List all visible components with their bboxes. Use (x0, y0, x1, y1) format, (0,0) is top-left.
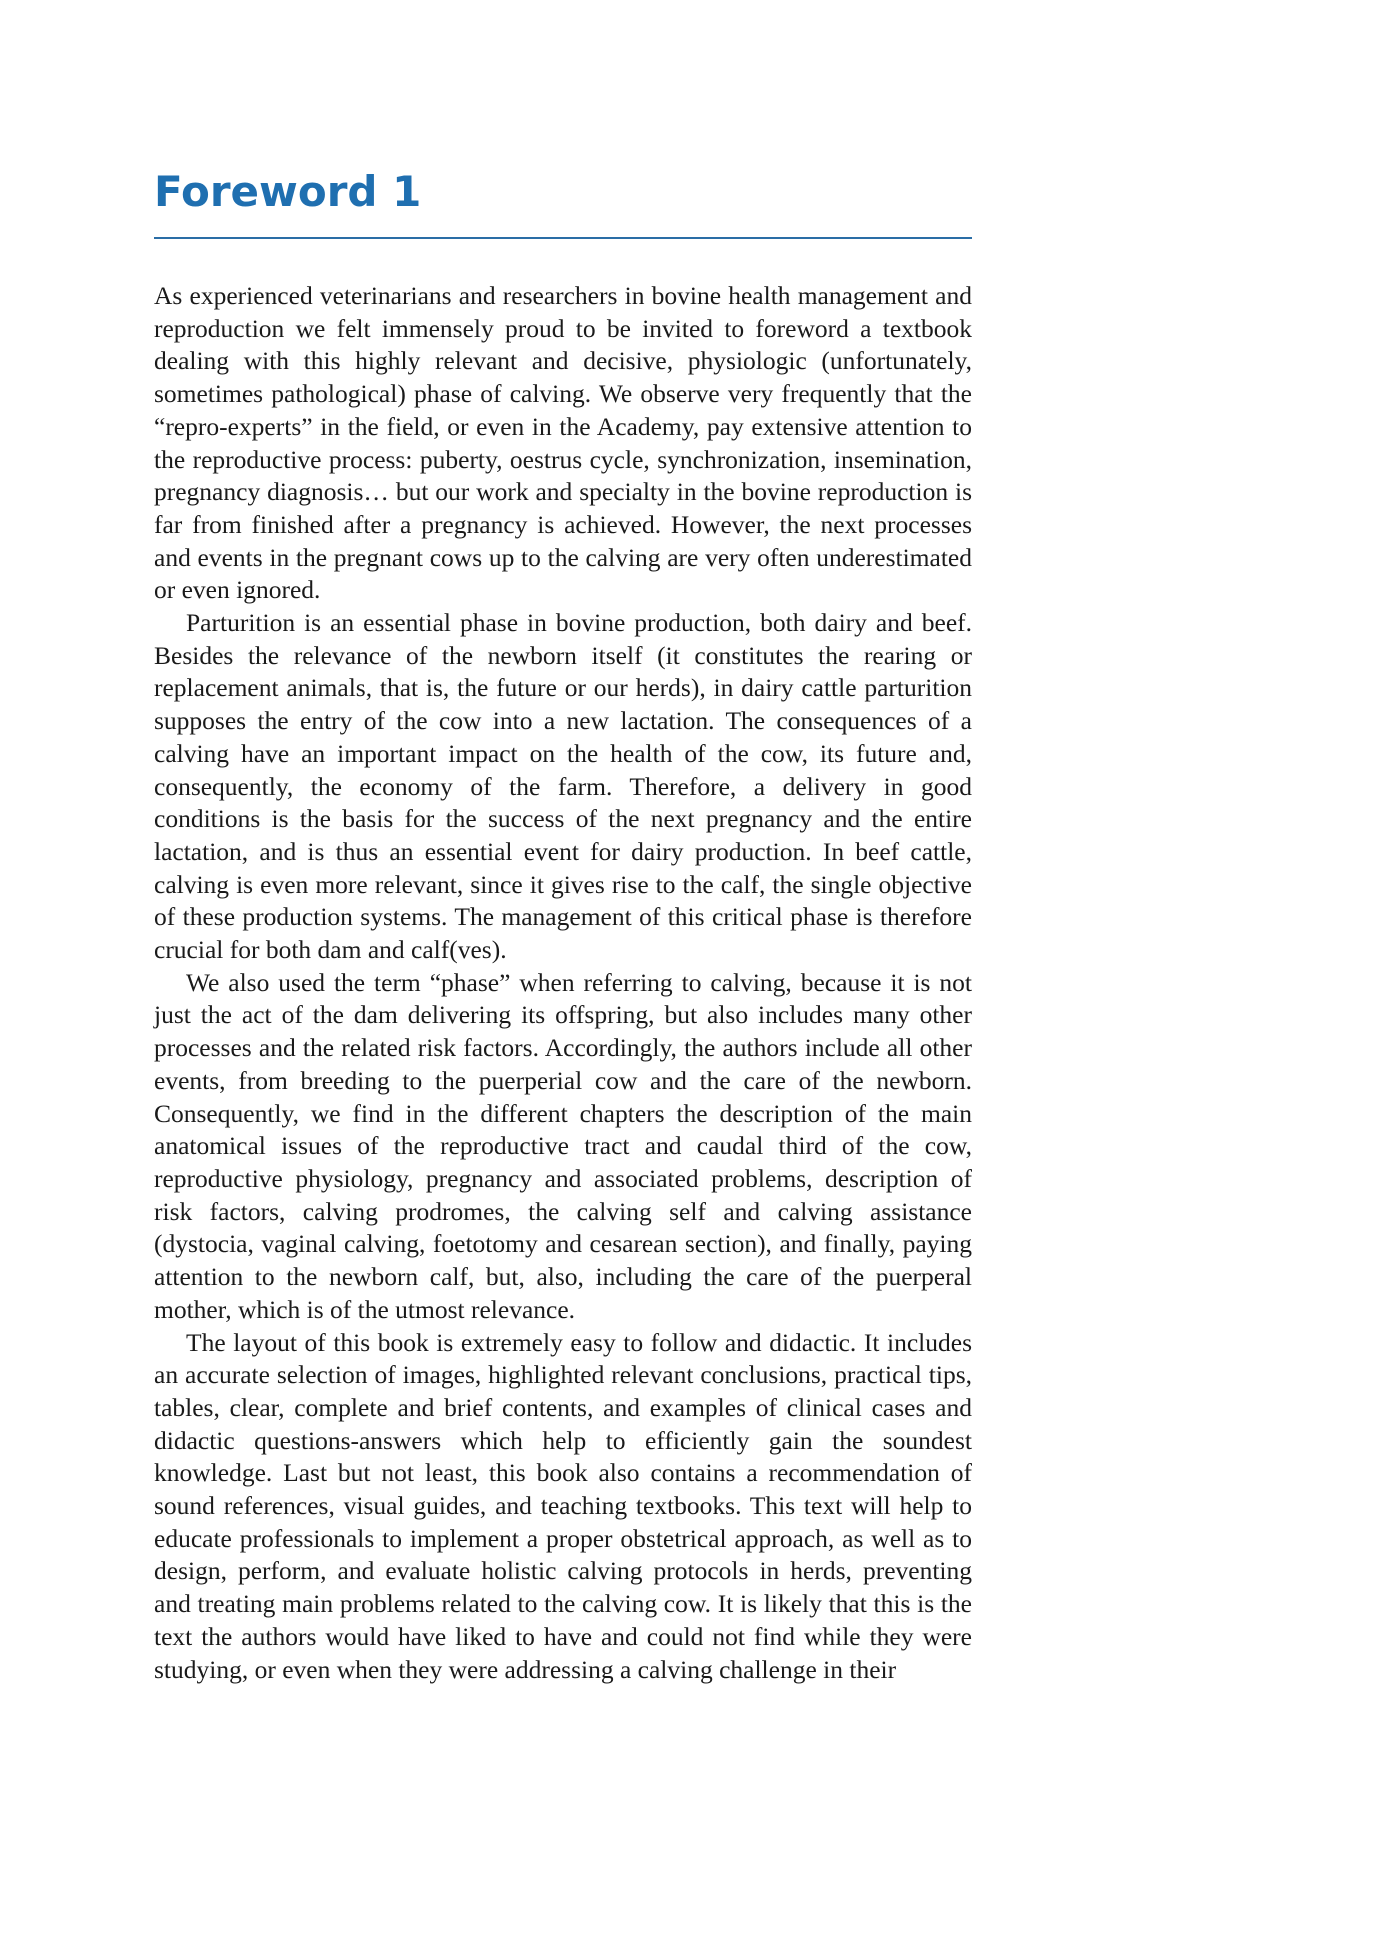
paragraph-4: The layout of this book is extremely easy to follow and didactic. It includes an accurate selection of images, highlighted relevant conclusions, practical tips, tables, clear, complete and brief contents, and examples of clinical cases and didactic questions-answers which help to efficiently gain the soundest knowledge. Last but not least, this book also contains a recommendation of sound references, visual guides, and teaching textbooks. This text will help to educate professionals to implement a proper obstetrical approach, as well as to design, perform, and evaluate holistic calving protocols in herds, preventing and treating main problems related to the calving cow. It is likely that this is the text the authors would have liked to have and could not find while they were studying, or even when they were addressing a calving challenge in their (154, 1327, 972, 1684)
paragraph-2: Parturition is an essential phase in bovine production, both dairy and beef. Besides the relevance of the newborn itself (it constitutes the rearing or replacement animals, that is, the future or our herds), in dairy cattle parturition supposes the entry of the cow into a new lactation. The consequences of a calving have an important impact on the health of the cow, its future and, consequently, the economy of the farm. Therefore, a delivery in good conditions is the basis for the success of the next pregnancy and the entire lactation, and is thus an essential event for dairy production. In beef cattle, calving is even more relevant, since it gives rise to the calf, the single objective of these production systems. The management of this critical phase is therefore crucial for both dam and calf(ves). (154, 608, 972, 965)
body-text (154, 280, 972, 1686)
title-divider (154, 237, 972, 239)
page-title: Foreword 1 (154, 167, 422, 216)
paragraph-1: As experienced veterinarians and researchers in bovine health management and reproduction we felt immensely proud to be invited to foreword a textbook dealing with this highly relevant and decisive, physiologic (unfortunately, sometimes pathological) phase of calving. We observe very frequently that the “repro-experts” in the field, or even in the Academy, pay extensive attention to the reproductive process: puberty, oestrus cycle, synchronization, insemination, pregnancy diagnosis… but our work and specialty in the bovine reproduction is far from finished after a pregnancy is achieved. However, the next processes and events in the pregnant cows up to the calving are very often underestimated or even ignored. (154, 281, 972, 605)
paragraph-3: We also used the term “phase” when referring to calving, because it is not just the act of the dam delivering its offspring, but also includes many other processes and the related risk factors. Accordingly, the authors include all other events, from breeding to the puerperial cow and the care of the newborn. Consequently, we find in the different chapters the description of the main anatomical issues of the reproductive tract and caudal third of the cow, reproductive physiology, pregnancy and associated problems, description of risk factors, calving prodromes, the calving self and calving assistance (dystocia, vaginal calving, foetotomy and cesarean section), and finally, paying attention to the newborn calf, but, also, including the care of the puerperal mother, which is of the utmost relevance. (154, 967, 972, 1324)
